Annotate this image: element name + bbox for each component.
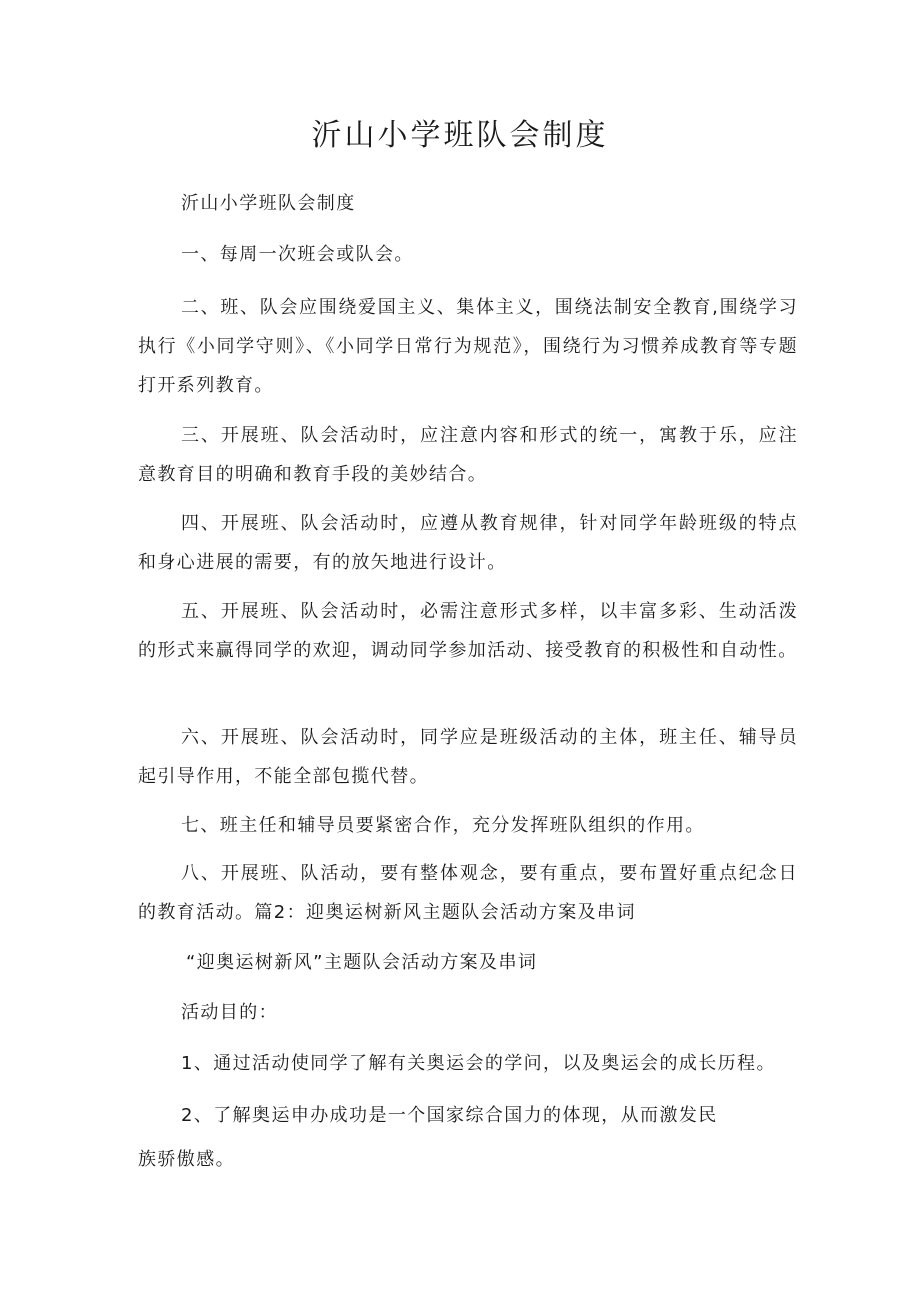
- section-title: “迎奥运树新风”主题队会活动方案及串词: [186, 952, 538, 973]
- goals-label: 活动目的：: [181, 1002, 278, 1023]
- goal-2-line-1: 2、了解奥运申办成功是一个国家综合国力的体现，从而激发民: [181, 1105, 718, 1126]
- rule-7: 七、班主任和辅导员要紧密合作，充分发挥班队组织的作用。: [181, 815, 705, 836]
- rule-2: 二、班、队会应围绕爱国主义、集体主义，围绕法制安全教育,围绕学习执行《小同学守则》、《小同学日常行为规范》，围绕行为习惯养成教育等专题打开系列教育。: [138, 297, 798, 396]
- rule-3: 三、开展班、队会活动时，应注意内容和形式的统一，寓教于乐，应注意教育目的明确和教育手段的美妙结合。: [138, 425, 798, 485]
- rule-4: 四、开展班、队会活动时，应遵从教育规律，针对同学年龄班级的特点和身心进展的需要，有的放矢地进行设计。: [138, 513, 798, 573]
- rule-5: 五、开展班、队会活动时，必需注意形式多样，以丰富多彩、生动活泼的形式来赢得同学的欢迎，调动同学参加活动、接受教育的积极性和自动性。: [138, 601, 798, 661]
- rule-8: 八、开展班、队活动，要有整体观念，要有重点，要布置好重点纪念日的教育活动。篇2：迎奥运树新风主题队会活动方案及串词: [138, 863, 798, 923]
- goal-2-line-2: 族骄傲感。: [138, 1149, 235, 1170]
- rule-1: 一、每周一次班会或队会。: [181, 244, 414, 265]
- document-subtitle: 沂山小学班队会制度: [181, 193, 356, 214]
- goal-1: 1、通过活动使同学了解有关奥运会的学问，以及奥运会的成长历程。: [181, 1053, 776, 1074]
- document-title: 沂山小学班队会制度: [311, 118, 609, 153]
- rule-6: 六、开展班、队会活动时，同学应是班级活动的主体，班主任、辅导员起引导作用，不能全部包揽代替。: [138, 727, 798, 787]
